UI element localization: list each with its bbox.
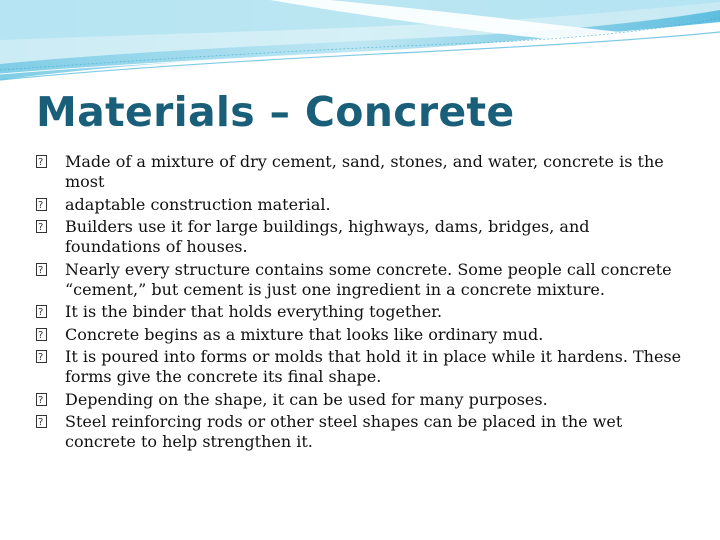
bullet-item [36, 152, 686, 192]
bullet-text: adaptable construction material. [65, 194, 331, 214]
bullet-text: It is poured into forms or molds that hold it in place while it hardens. These forms give the concrete its final shape. [65, 347, 682, 386]
missing-glyph-bullet-icon [36, 415, 47, 428]
missing-glyph-bullet-icon [36, 305, 47, 318]
header-wave-decoration [0, 0, 720, 90]
slide-title: Materials – Concrete [36, 88, 515, 136]
missing-glyph-bullet-icon [36, 263, 47, 276]
bullet-text: Made of a mixture of dry cement, sand, stones, and water, [65, 152, 544, 171]
missing-glyph-bullet-icon [36, 328, 47, 341]
bullet-text: Builders use it for large buildings, highways, dams, bridges, and foundations of houses. [65, 217, 590, 256]
bullet-list [36, 152, 686, 455]
bullet-text: Nearly every structure contains some concrete. Some people call concrete “cement,” but cement is just one ingredient in a concrete mixture. [65, 259, 672, 299]
missing-glyph-bullet-icon [36, 220, 47, 233]
bullet-text: Concrete begins as a mixture that looks like ordinary mud. [65, 324, 544, 344]
bullet-item [36, 217, 686, 257]
bullet-text: Steel reinforcing rods or other steel shapes can be placed in the wet concrete to help strengthen it. [65, 412, 623, 451]
bullet-emphasis: concrete [543, 152, 615, 171]
bullet-text: Depending on the shape, it can be used for many purposes. [65, 389, 548, 409]
bullet-text: It is the binder that holds everything together. [65, 302, 443, 321]
bullet-item [36, 302, 686, 322]
bullet-item [36, 347, 686, 387]
missing-glyph-bullet-icon [36, 393, 47, 406]
bullet-text-end: is the most [65, 152, 664, 191]
bullet-item [36, 260, 686, 300]
missing-glyph-bullet-icon [36, 198, 47, 211]
bullet-item [36, 390, 686, 410]
bullet-item [36, 412, 686, 452]
missing-glyph-bullet-icon [36, 350, 47, 363]
bullet-item [36, 325, 686, 345]
missing-glyph-bullet-icon [36, 155, 47, 168]
bullet-item [36, 195, 686, 215]
